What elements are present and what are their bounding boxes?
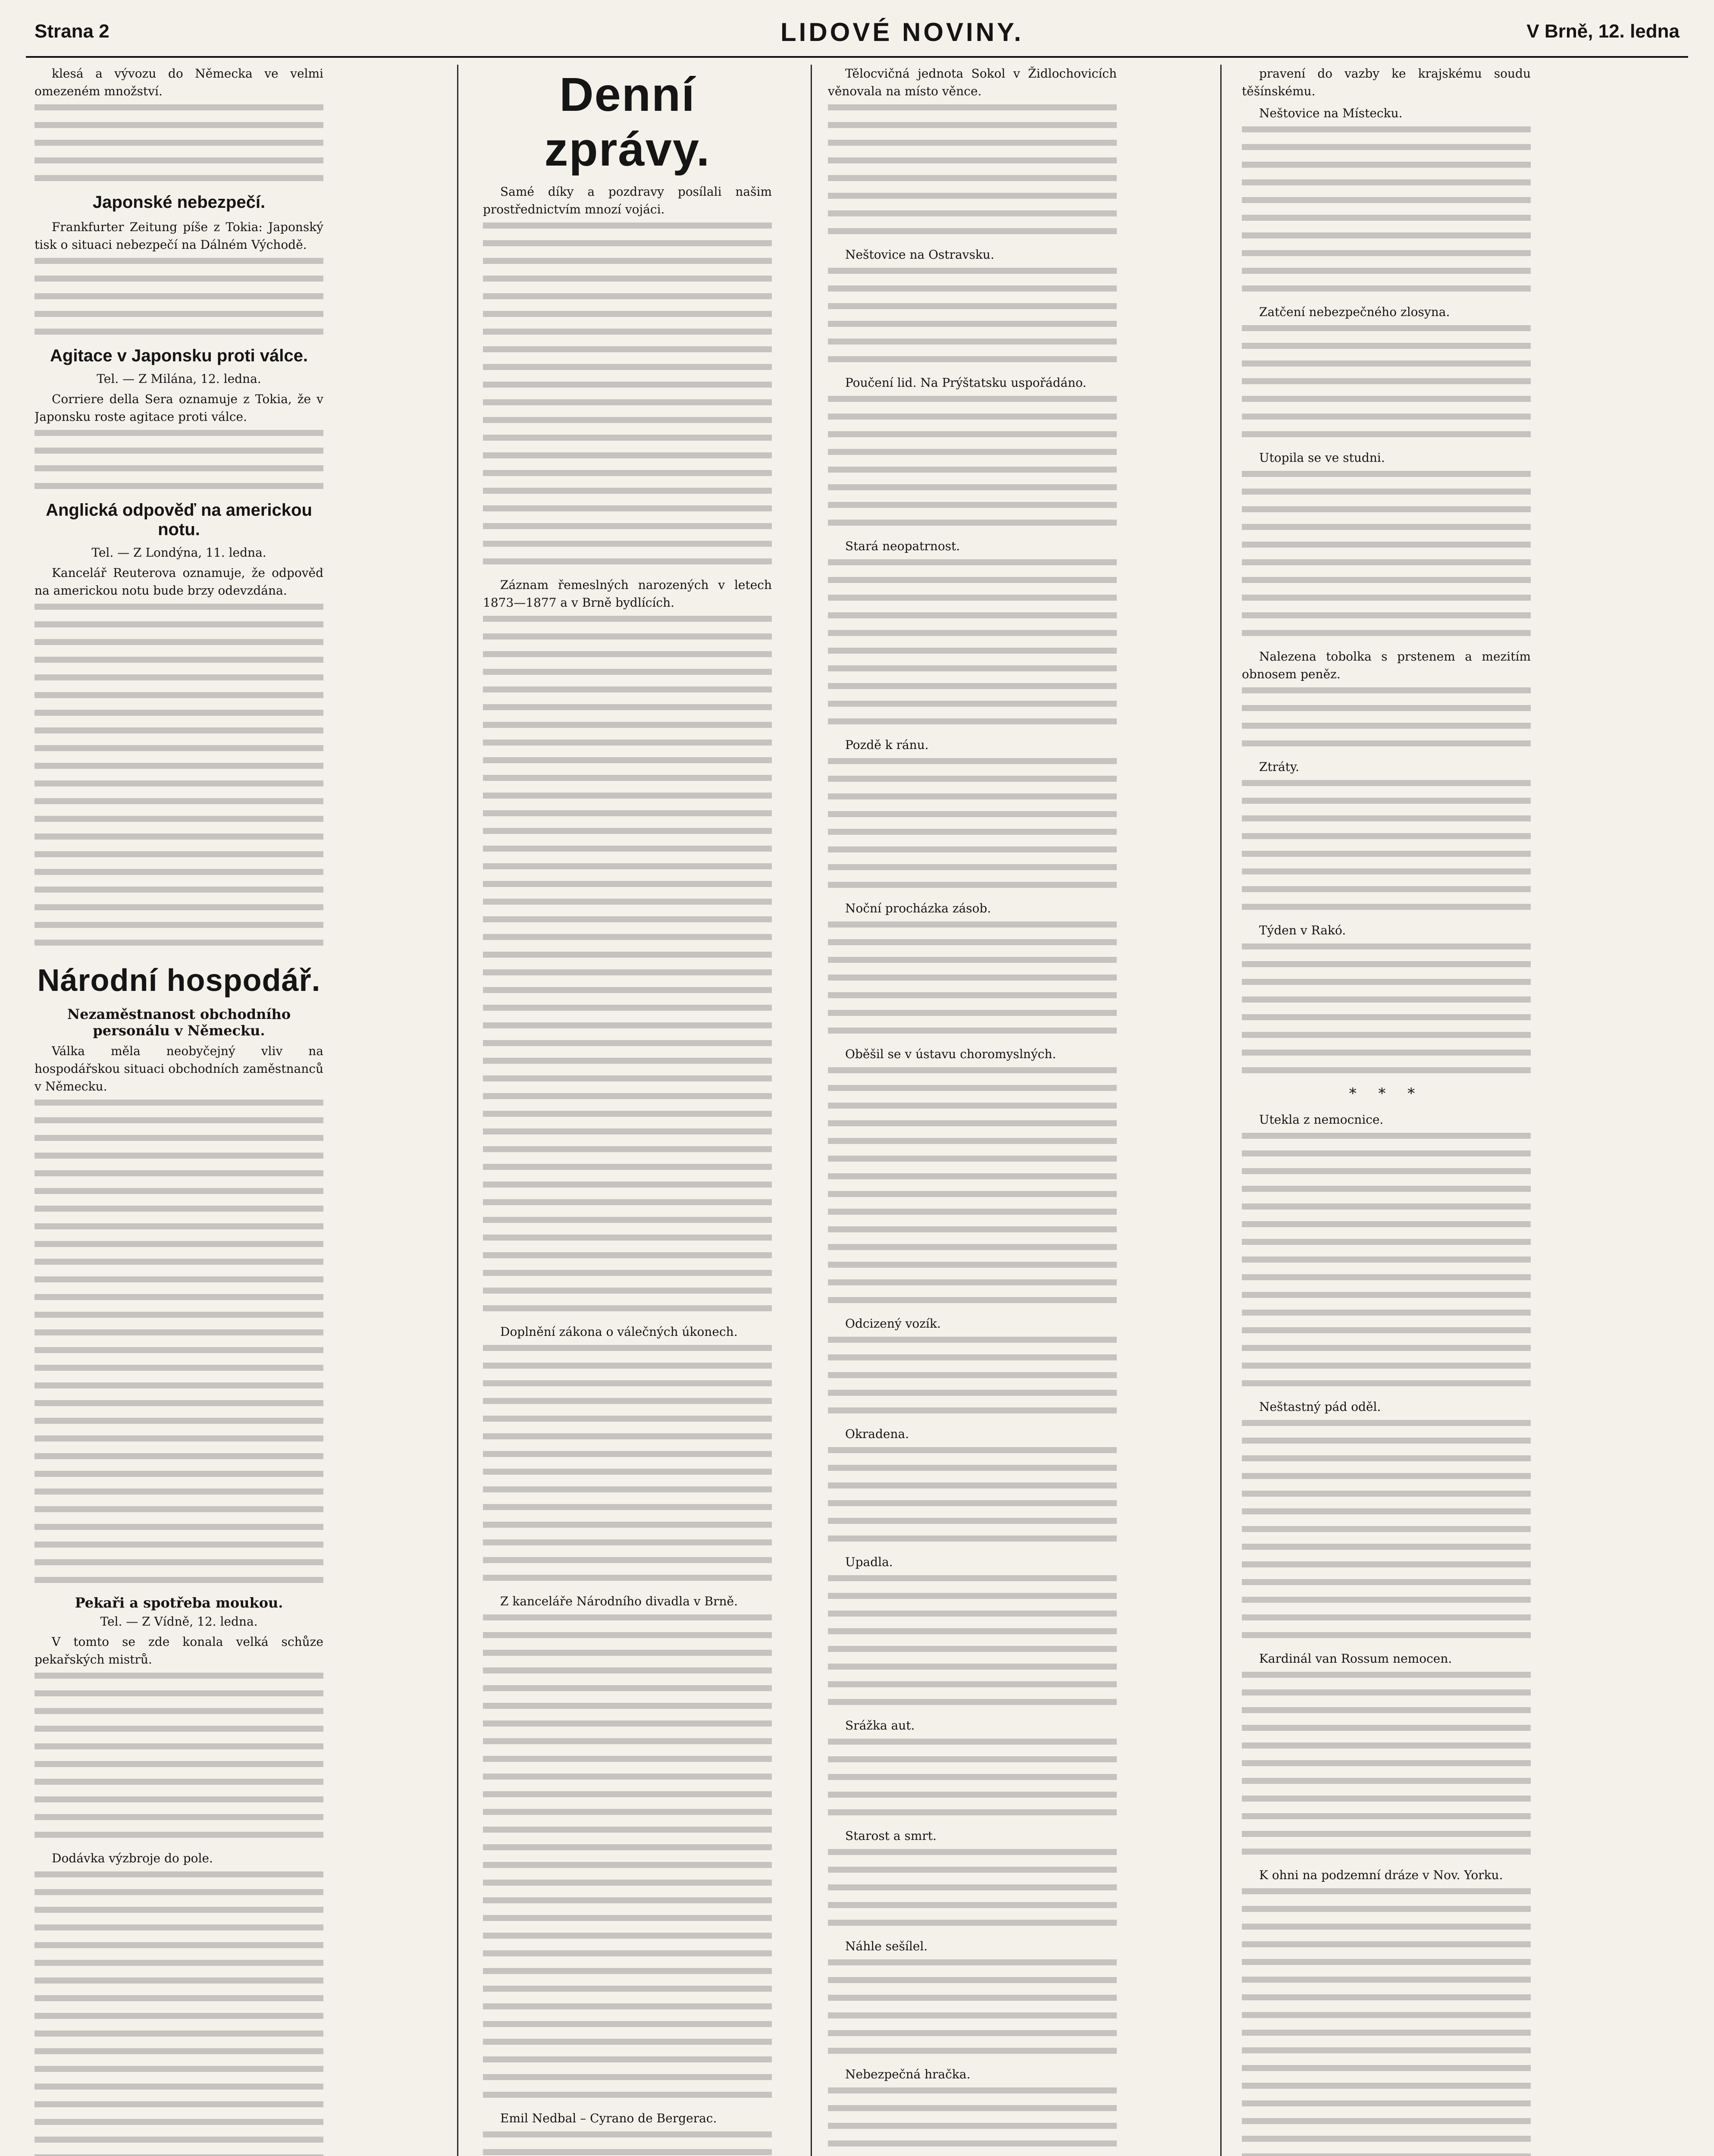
issue-date: V Brně, 12. ledna: [1526, 21, 1680, 42]
article-text: Noční procházka zásob.: [845, 901, 991, 915]
article-text: Frankfurter Zeitung píše z Tokia: Japonský tisk o situaci nebezpečí na Dálném Východě.: [34, 220, 323, 252]
article-text: Utopila se ve studni.: [1259, 451, 1385, 465]
text-lines: [828, 268, 1117, 362]
article-text: Samé díky a pozdravy posílali našim prostřednictvím mnozí vojáci.: [483, 185, 772, 216]
newspaper-title: LIDOVÉ NOVINY.: [780, 18, 1024, 47]
article-text: Záznam řemeslných narozených v letech 1873—1877 a v Brně bydlících.: [483, 578, 772, 610]
article-text: Emil Nedbal – Cyrano de Bergerac.: [500, 2111, 717, 2125]
text-lines: [1242, 1888, 1531, 2156]
article-text: Stará neopatrnost.: [845, 539, 960, 553]
text-lines: [828, 104, 1117, 234]
article-heading: Pekaři a spotřeba moukou.: [75, 1595, 283, 1611]
article-text: Tělocvičná jednota Sokol v Židlochovicích věnovala na místo věnce.: [828, 66, 1117, 98]
text-lines: [34, 1100, 323, 1583]
text-lines: [1242, 1420, 1531, 1638]
article-text: Srážka aut.: [845, 1718, 915, 1733]
article-text: Oběšil se v ústavu choromyslných.: [845, 1047, 1056, 1061]
text-lines: [828, 758, 1117, 888]
article-text: Odcizený vozík.: [845, 1316, 941, 1331]
text-lines: [1242, 471, 1531, 636]
dateline: Tel. — Z Londýna, 11. ledna.: [91, 545, 266, 560]
column-1: [34, 65, 323, 2156]
article-text: Nebezpečná hračka.: [845, 2067, 971, 2081]
article-text: K ohni na podzemní dráze v Nov. Yorku.: [1259, 1868, 1503, 1882]
dateline: Tel. — Z Milána, 12. ledna.: [97, 372, 261, 386]
article-text: Neštovice na Ostravsku.: [845, 248, 994, 262]
dateline: Tel. — Z Vídně, 12. ledna.: [100, 1614, 258, 1629]
article-text: Neštovice na Místecku.: [1259, 106, 1403, 120]
article-text: Doplnění zákona o válečných úkonech.: [500, 1325, 738, 1339]
text-lines: [828, 1067, 1117, 1303]
article-text: Starost a smrt.: [845, 1829, 937, 1843]
article-text: Náhle sešílel.: [845, 1939, 928, 1953]
text-lines: [483, 1614, 772, 2098]
text-lines: [828, 1959, 1117, 2054]
article-text: Válka měla neobyčejný vliv na hospodářskou situaci obchodních zaměstnanců v Německu.: [34, 1044, 323, 1094]
article-text: Poučení lid. Na Prýštatsku uspořádáno.: [845, 376, 1087, 390]
column-2: [483, 65, 772, 2156]
article-text: klesá a vývozu do Německa ve velmi omezeném množství.: [34, 66, 323, 98]
text-lines: [828, 1575, 1117, 1705]
column-4: [1242, 65, 1531, 2156]
text-lines: [483, 222, 772, 564]
text-lines: [1242, 1672, 1531, 1855]
article-text: Z kanceláře Národního divadla v Brně.: [500, 1594, 738, 1608]
article-text: Dodávka výzbroje do pole.: [52, 1851, 213, 1865]
column-rule: [811, 65, 812, 2156]
article-text: Nalezena tobolka s prstenem a mezitím obnosem peněz.: [1242, 649, 1531, 681]
text-lines: [34, 604, 323, 946]
text-lines: [1242, 325, 1531, 437]
article-text: Pozdě k ránu.: [845, 738, 929, 752]
separator-stars: * * *: [1349, 1085, 1424, 1102]
text-lines: [34, 1871, 323, 2156]
text-lines: [828, 1739, 1117, 1815]
text-lines: [828, 1447, 1117, 1542]
article-text: Utekla z nemocnice.: [1259, 1112, 1384, 1127]
text-lines: [1242, 687, 1531, 746]
text-lines: [34, 104, 323, 181]
text-lines: [1242, 780, 1531, 910]
article-text: Upadla.: [845, 1555, 893, 1569]
text-lines: [828, 1849, 1117, 1926]
article-heading: Nezaměstnanost obchodního personálu v Německu.: [67, 1006, 291, 1039]
text-lines: [828, 921, 1117, 1034]
text-lines: [483, 616, 772, 1311]
article-text: Okradena.: [845, 1427, 909, 1441]
section-heading: Denní zprávy.: [544, 68, 711, 176]
column-rule: [457, 65, 458, 2156]
text-lines: [34, 1673, 323, 1838]
article-text: pravení do vazby ke krajskému soudu těšínskému.: [1242, 66, 1531, 98]
section-heading: Národní hospodář.: [37, 963, 321, 998]
text-lines: [34, 430, 323, 489]
text-lines: [828, 1337, 1117, 1413]
article-text: Neštastný pád oděl.: [1259, 1400, 1381, 1414]
page-number: Strana 2: [34, 21, 110, 42]
article-text: V tomto se zde konala velká schůze pekařských mistrů.: [34, 1635, 323, 1667]
text-lines: [483, 2131, 772, 2156]
article-text: Kancelář Reuterova oznamuje, že odpověď na americkou notu bude brzy odevzdána.: [34, 566, 323, 598]
article-text: Zatčení nebezpečného zlosyna.: [1259, 305, 1450, 319]
text-lines: [34, 258, 323, 335]
text-lines: [1242, 1133, 1531, 1386]
column-rule: [1220, 65, 1222, 2156]
article-text: Corriere della Sera oznamuje z Tokia, že v Japonsku roste agitace proti válce.: [34, 392, 323, 424]
text-lines: [483, 1345, 772, 1581]
article-text: Kardinál van Rossum nemocen.: [1259, 1651, 1452, 1666]
article-text: Týden v Rakó.: [1259, 923, 1346, 937]
article-heading: Agitace v Japonsku proti válce.: [50, 346, 308, 365]
text-lines: [1242, 126, 1531, 291]
article-heading: Japonské nebezpečí.: [92, 193, 266, 212]
article-text: Ztráty.: [1259, 760, 1300, 774]
text-lines: [828, 396, 1117, 526]
text-lines: [1242, 943, 1531, 1073]
running-head: [26, 17, 1688, 58]
text-lines: [828, 2087, 1117, 2156]
column-3: [828, 65, 1117, 2156]
article-heading: Anglická odpověď na americkou notu.: [46, 501, 312, 539]
text-lines: [828, 559, 1117, 724]
